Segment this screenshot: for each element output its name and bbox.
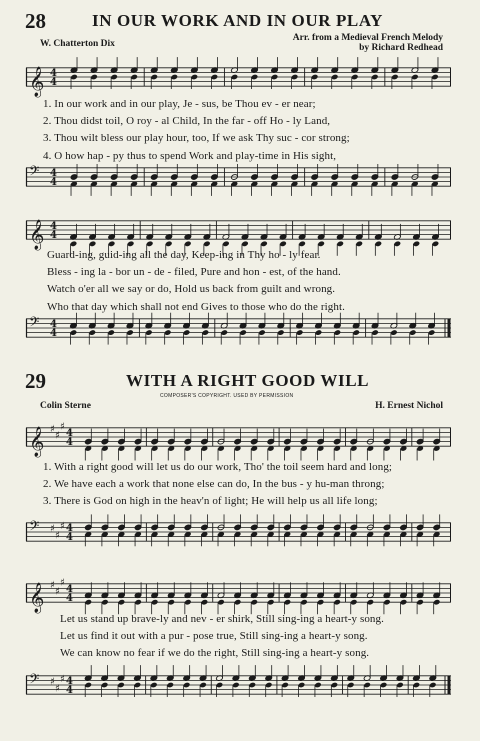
bass-clef-icon: 𝄢 <box>29 313 40 333</box>
verse-line: Let us find it out with a pur - pose true, Still sing-ing a heart-y song. <box>60 630 368 643</box>
sharp-sign-icon: ♯ <box>60 421 65 433</box>
time-signature-bottom: 4 <box>66 437 73 449</box>
verse-line: 2. We have each a work that none else can do, In the bus - y hu-man throng; <box>43 478 385 491</box>
verse-line: 4. O how hap - py thus to spend Work and play-time in His sight, <box>43 149 337 162</box>
music-staff <box>26 420 451 458</box>
time-signature-top: 4 <box>50 319 57 330</box>
verse-line: 3. There is God on high in the heav'n of light; He will help us all life long; <box>43 495 378 508</box>
time-signature-bottom: 4 <box>50 77 57 89</box>
bass-clef-icon: 𝄢 <box>29 517 40 537</box>
hymn-arranger-line2: by Richard Redhead <box>359 43 443 53</box>
time-signature-bottom: 4 <box>50 328 57 340</box>
music-staff <box>26 162 451 192</box>
verse-block <box>47 247 345 316</box>
verse-block <box>60 611 384 663</box>
treble-clef-icon: 𝄞 <box>29 427 45 458</box>
music-staff <box>26 668 451 702</box>
verse-block <box>43 96 350 165</box>
music-staff <box>26 214 451 251</box>
verse-line: Guard-ing, guid-ing all the day, Keep-ing in Thy ho - ly fear. <box>47 249 321 261</box>
verse-line: Bless - ing la - bor un - de - filed, Pure and hon - est, of the hand. <box>47 266 341 279</box>
bass-clef-icon: 𝄢 <box>29 670 40 690</box>
time-signature-top: 4 <box>66 428 73 439</box>
verse-line: Watch o'er all we say or do, Hold us back from guilt and wrong. <box>47 283 336 296</box>
hymn-author: W. Chatterton Dix <box>40 39 115 49</box>
sharp-sign-icon: ♯ <box>50 423 55 435</box>
time-signature-bottom: 4 <box>66 593 73 605</box>
treble-clef-icon: 𝄞 <box>29 583 45 614</box>
time-signature-top: 4 <box>66 523 73 534</box>
time-signature-bottom: 4 <box>50 230 57 242</box>
sharp-sign-icon: ♯ <box>50 676 55 688</box>
sharp-sign-icon: ♯ <box>60 674 65 686</box>
hymn-title: WITH A RIGHT GOOD WILL <box>126 371 370 390</box>
verse-line: 2. Thou didst toil, O roy - al Child, In the far - off Ho - ly Land, <box>43 115 331 128</box>
hymn-composer: H. Ernest Nichol <box>375 401 443 411</box>
verse-line: 3. Thou wilt bless our play hour, too, If we ask Thy suc - cor strong; <box>43 132 350 145</box>
verse-line: 1. In our work and in our play, Je - sus, be Thou ev - er near; <box>43 98 316 110</box>
hymn-arranger-line1: Arr. from a Medieval French Melody <box>292 33 443 43</box>
time-signature-bottom: 4 <box>50 177 57 189</box>
hymn-number: 28 <box>25 9 46 33</box>
time-signature-top: 4 <box>66 584 73 595</box>
verse-line: 1. With a right good will let us do our work, Tho' the toil seem hard and long; <box>43 461 393 473</box>
sharp-sign-icon: ♯ <box>55 683 60 695</box>
time-signature-top: 4 <box>50 221 57 232</box>
sharp-sign-icon: ♯ <box>60 521 65 533</box>
sharp-sign-icon: ♯ <box>55 586 60 598</box>
verse-line: Who that day which shall not end Gives to those who do the right. <box>47 300 345 313</box>
sharp-sign-icon: ♯ <box>50 523 55 535</box>
hymn-author: Colin Sterne <box>40 401 91 411</box>
verse-line: Let us stand up brave-ly and nev - er shirk, Still sing-ing a heart-y song. <box>60 613 384 625</box>
treble-clef-icon: 𝄞 <box>29 67 45 98</box>
hymn-number: 29 <box>25 369 46 393</box>
music-staff <box>26 576 451 614</box>
time-signature-top: 4 <box>66 676 73 687</box>
hymn-title: IN OUR WORK AND IN OUR PLAY <box>92 11 384 30</box>
music-staff <box>26 312 451 344</box>
music-staff <box>26 516 451 548</box>
sharp-sign-icon: ♯ <box>55 430 60 442</box>
sharp-sign-icon: ♯ <box>60 577 65 589</box>
music-staff <box>26 60 451 98</box>
verse-block <box>43 459 392 511</box>
time-signature-top: 4 <box>50 68 57 79</box>
sharp-sign-icon: ♯ <box>55 530 60 542</box>
bass-clef-icon: 𝄢 <box>29 162 40 182</box>
verse-line: We can know no fear if we do the right, Still sing-ing a heart-y song. <box>60 647 370 660</box>
sharp-sign-icon: ♯ <box>50 579 55 591</box>
treble-clef-icon: 𝄞 <box>29 220 45 251</box>
copyright-notice: COMPOSER'S COPYRIGHT. USED BY PERMISSION <box>160 393 294 399</box>
time-signature-bottom: 4 <box>66 532 73 544</box>
time-signature-top: 4 <box>50 168 57 179</box>
time-signature-bottom: 4 <box>66 685 73 697</box>
